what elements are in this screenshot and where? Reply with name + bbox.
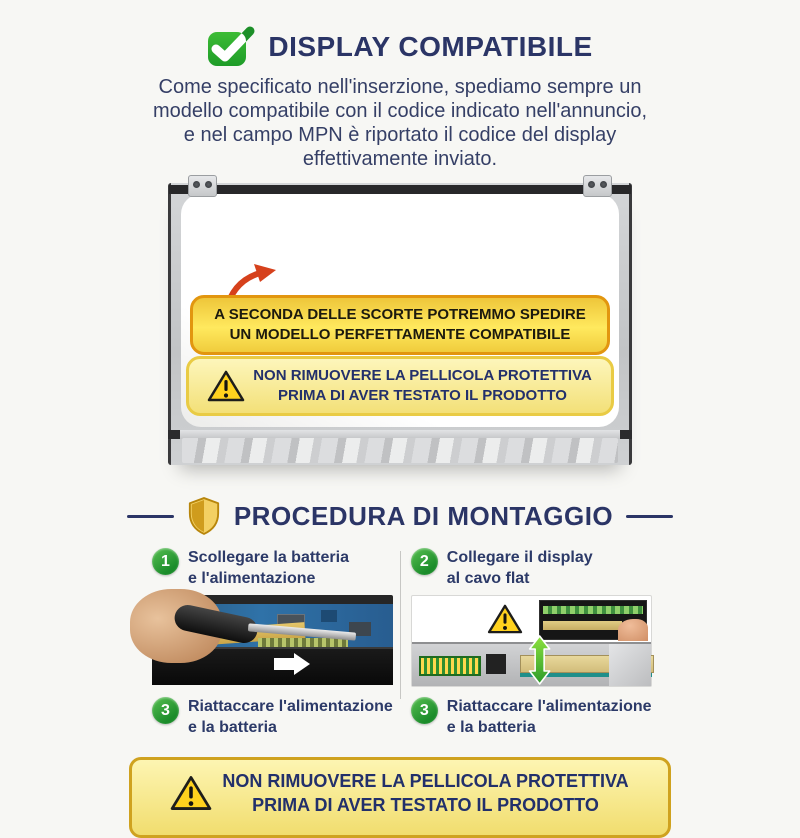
warning-triangle-icon [171,775,211,811]
step-3-right [411,696,652,744]
green-checkmark-icon [207,26,253,68]
panel-top-strip [169,185,631,194]
connector-pins [543,606,643,614]
step-line: Collegare il display [446,549,593,566]
lcd-panel-image [168,175,632,465]
photo-connect-flat-cable [411,595,652,687]
green-connector [419,656,481,676]
intro-line: Come specificato nell'inserzione, spediamo sempre un [158,76,642,98]
footer-warning-box [129,757,671,838]
product-infographic [0,26,800,826]
step-line: al cavo flat [446,570,530,587]
white-arrow-icon [294,653,310,675]
footer-warning-line: NON RIMUOVERE LA PELLICOLA PROTETTIVA [222,771,629,791]
footer-warning-text [222,769,628,817]
flat-cable [543,621,622,630]
step-1 [152,547,393,595]
divider-line-left [127,515,174,518]
header [0,26,800,68]
chip [321,610,337,622]
film-warning-text [253,366,592,406]
panel-endcap-left [168,430,180,439]
assembly-steps [152,547,652,744]
film-warning-line: PRIMA DI AVER TESTATO IL PRODOTTO [278,387,567,404]
step-3-right-text [447,696,652,738]
step-number-badge: 3 [411,697,438,724]
step-line: Riattaccare l'alimentazione [188,698,393,715]
step-3-left [152,696,393,744]
step-3-left-text [188,696,393,738]
finger [618,619,648,641]
gold-shield-icon [187,497,221,535]
film-warning-line: NON RIMUOVERE LA PELLICOLA PROTETTIVA [253,367,592,384]
footer-warning-line: PRIMA DI AVER TESTATO IL PRODOTTO [252,795,599,815]
step-1-text [188,547,349,589]
mounting-bracket-left [188,175,217,197]
step-line: e la batteria [446,719,536,736]
page-title: DISPLAY COMPATIBILE [268,31,593,62]
assembly-section-header [0,497,800,535]
foil-tape [609,644,651,686]
connector-closeup-inset [539,600,647,640]
intro-line: modello compatibile con il codice indicato nell'annuncio, [152,100,648,122]
stock-notice-box [190,295,610,355]
step-line: e l'alimentazione [188,570,316,587]
assembly-section-title: PROCEDURA DI MONTAGGIO [233,500,614,531]
step-2-text [447,547,593,589]
green-double-arrow-icon [528,636,552,684]
intro-paragraph [0,75,800,171]
stock-notice-line: UN MODELLO PERFETTAMENTE COMPATIBILE [229,326,571,343]
intro-line: effettivamente inviato. [302,148,498,170]
stock-notice-line: A SECONDA DELLE SCORTE POTREMMO SPEDIRE [214,306,586,323]
panel-foil-tape [182,438,618,463]
warning-triangle-icon [208,370,244,402]
step-2 [411,547,652,595]
step-line: Riattaccare l'alimentazione [446,698,652,715]
divider-line-right [626,515,673,518]
step-number-badge: 1 [152,548,179,575]
intro-line: e nel campo MPN è riportato il codice del display [183,124,617,146]
step-number-badge: 2 [411,548,438,575]
panel-endcap-right [620,430,632,439]
dark-socket [486,654,506,674]
step-line: e la batteria [188,719,277,736]
mounting-bracket-right [583,175,612,197]
film-warning-box [186,356,614,416]
step-number-badge: 3 [152,697,179,724]
photo-disconnect-battery [152,595,393,685]
warning-triangle-icon [488,604,522,634]
step-line: Scollegare la batteria [188,549,349,566]
